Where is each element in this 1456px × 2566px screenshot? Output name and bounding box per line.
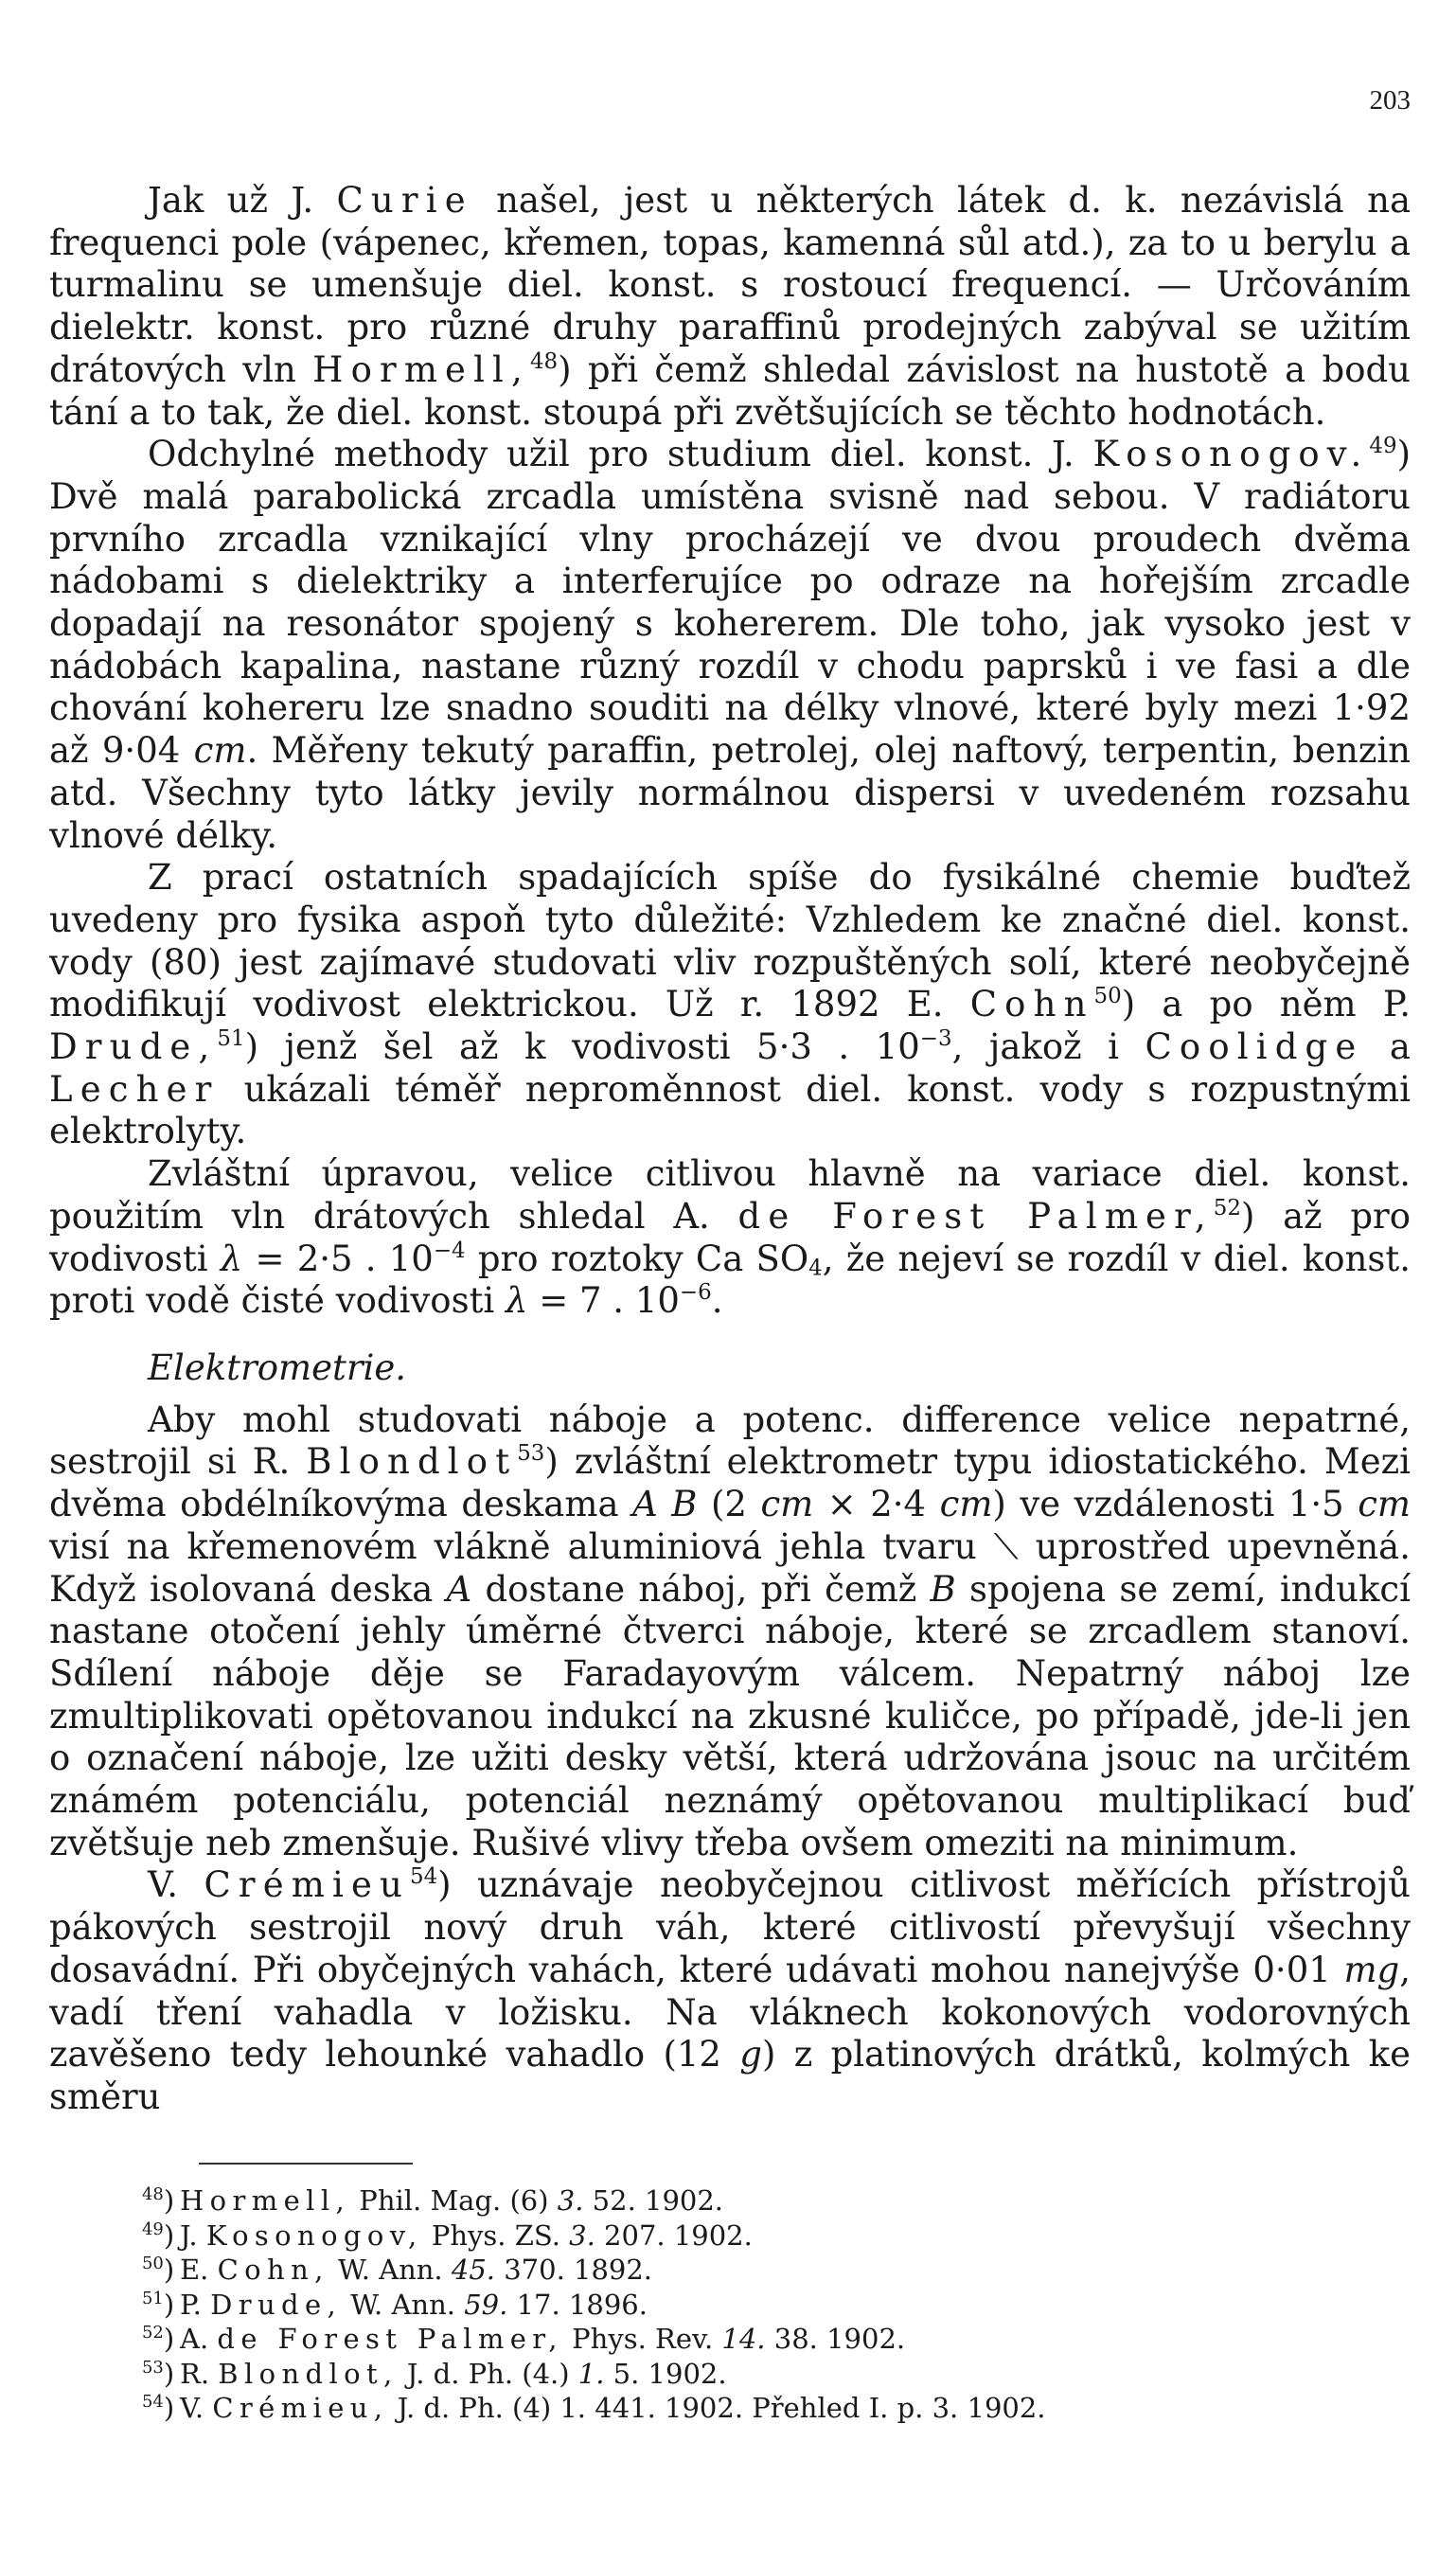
footnote-pre: A. bbox=[180, 2323, 218, 2355]
footnote-pre: J. bbox=[180, 2219, 206, 2252]
text-segment: Blondlot bbox=[306, 1441, 518, 1483]
text-segment: 4 bbox=[808, 1256, 823, 1281]
text-segment: cm bbox=[760, 1484, 814, 1525]
page-number: 203 bbox=[1369, 85, 1411, 116]
footnote-author: Blondlot, bbox=[218, 2357, 399, 2390]
footnote-divider bbox=[199, 2163, 413, 2165]
footnote-journal: Phil. Mag. (6) bbox=[350, 2184, 558, 2217]
paragraph-p6 bbox=[49, 1864, 1411, 2118]
footnote-author: Cohn, bbox=[217, 2254, 329, 2286]
text-segment: = 7 . 10 bbox=[527, 1280, 680, 1322]
text-segment: 52 bbox=[1213, 1195, 1241, 1221]
text-segment: λ bbox=[220, 1238, 243, 1279]
text-segment: B bbox=[930, 1568, 956, 1610]
footnote-journal: J. d. Ph. (4.) bbox=[398, 2357, 578, 2390]
text-segment: mg bbox=[1343, 1949, 1400, 1990]
text-segment: Z prací ostatních spadajících spíše do fysikálné chemie buďtež uvedeny pro fysika aspoň tyto důležité: Vzhledem ke značné diel. konst. vody (80) jest zajímavé studovati vliv rozpuštěných solí, které neobyčejně modifikují vodivost elektrickou. Už r. 1892 E. bbox=[49, 857, 1411, 1025]
footnote-number: $^{53}$) bbox=[142, 2357, 175, 2390]
text-segment: 49 bbox=[1369, 434, 1397, 458]
footnote-pre: P. bbox=[180, 2288, 211, 2321]
paragraph-group-1 bbox=[49, 180, 1411, 1323]
footnote-number: $^{54}$) bbox=[142, 2391, 175, 2424]
footnote-pre: E. bbox=[180, 2254, 218, 2286]
footnote-number: $^{51}$) bbox=[142, 2288, 175, 2321]
text-segment: Lecher bbox=[49, 1068, 220, 1110]
text-segment: Aby mohl studovati náboje a potenc. difference velice nepatrné, sestrojil si R. bbox=[49, 1399, 1411, 1483]
text-segment: Crémieu bbox=[204, 1864, 410, 1906]
text-segment: Odchylné methody užil pro studium diel. konst. J. bbox=[148, 434, 1093, 475]
text-segment: λ bbox=[506, 1280, 528, 1322]
footnote-48 bbox=[142, 2183, 1401, 2219]
footnote-53 bbox=[142, 2357, 1401, 2392]
footnote-author: Hormell, bbox=[180, 2184, 351, 2217]
text-segment: ) uznávaje neobyčejnou citlivost měřících přístrojů pákových sestrojil nový druh váh, které citlivostí převyšují všechny dosavádní. Při obyčejných vahách, které udávati mohou nanejvýše 0·01 bbox=[49, 1864, 1411, 1990]
text-segment: 54 bbox=[409, 1864, 438, 1890]
footnote-number: $^{49}$) bbox=[142, 2219, 175, 2252]
text-segment: g bbox=[739, 2034, 762, 2076]
text-segment: . Měřeny tekutý paraffin, petrolej, olej naftový, terpentin, benzin atd. Všechny tyto látky jevily normálnou dispersi v uvedeném rozsahu vlnové délky. bbox=[49, 730, 1411, 856]
text-segment: Kosonogov. bbox=[1092, 434, 1370, 475]
text-segment: ukázali téměř neproměnnost diel. konst. vody s rozpustnými elektrolyty. bbox=[49, 1068, 1411, 1152]
text-segment: ) při čemž shledal závislost na hustotě a bodu tání a to tak, že diel. konst. stoupá při zvětšujících se těchto hodnotách. bbox=[49, 348, 1411, 433]
text-segment: spojena se zemí, indukcí nastane otočení jehly úměrné čtverci náboje, které se zrcadlem stanoví. Sdílení náboje děje se Faradayovým válcem. Nepatrný náboj lze zmultiplikovati opětovanou indukcí na zkusné kuličce, po případě, jde-li jen o označení náboje, lze užiti desky větší, která udržována jsouc na určitém známém potenciálu, potenciál neznámý opětovanou multiplikací buď zvětšuje neb zmenšuje. Rušivé vlivy třeba ovšem omeziti na minimum. bbox=[49, 1568, 1411, 1863]
text-segment: Jak už J. bbox=[148, 180, 337, 221]
footnote-author: Kosonogov, bbox=[205, 2219, 423, 2252]
footnote-vol: 1. bbox=[577, 2357, 605, 2390]
footnote-rest: 52. 1902. bbox=[583, 2184, 724, 2217]
text-segment: ) zvláštní elektrometr typu idiostatického. Mezi dvěma obdélníkovýma deskama bbox=[49, 1441, 1411, 1525]
text-segment: dostane náboj, při čemž bbox=[471, 1568, 931, 1610]
footnote-rest: 370. 1892. bbox=[495, 2254, 653, 2286]
body-text bbox=[49, 180, 1411, 2119]
footnote-number: $^{50}$) bbox=[142, 2253, 175, 2286]
text-segment: −3 bbox=[919, 1025, 952, 1051]
footnote-50 bbox=[142, 2253, 1401, 2288]
text-segment: ) až pro vodivosti bbox=[49, 1195, 1411, 1279]
text-segment: Coolidge bbox=[1145, 1026, 1364, 1068]
footnote-52 bbox=[142, 2322, 1401, 2357]
footnote-vol: 3. bbox=[569, 2219, 595, 2252]
footnote-49 bbox=[142, 2219, 1401, 2254]
paragraph-p3 bbox=[49, 857, 1411, 1153]
text-segment: cm bbox=[939, 1484, 993, 1525]
footnote-pre: R. bbox=[180, 2357, 219, 2390]
text-segment: . bbox=[711, 1280, 723, 1322]
footnote-vol: 59. bbox=[464, 2288, 508, 2321]
footnote-51 bbox=[142, 2288, 1401, 2323]
text-segment: našel, jest u některých látek d. k. nezávislá na frequenci pole (vápenec, křemen, topas, kamenná sůl atd.), za to u berylu a turmalinu se umenšuje diel. konst. s rostoucí frequencí. — Určováním dielektr. konst. pro různé druhy paraffinů prodejných zabýval se užitím drátových vln bbox=[49, 180, 1412, 390]
footnote-author: de Forest Palmer, bbox=[217, 2323, 563, 2355]
footnote-journal: J. d. Ph. (4) 1. 441. 1902. Přehled I. p. 3. 1902. bbox=[388, 2392, 1046, 2424]
text-segment: 48 bbox=[529, 348, 559, 374]
text-segment: cm bbox=[1358, 1484, 1411, 1525]
section-heading: Elektrometrie. bbox=[148, 1346, 407, 1388]
footnote-rest: 5. 1902. bbox=[604, 2357, 727, 2390]
paragraph-p1 bbox=[49, 180, 1411, 434]
footnote-rest: 38. 1902. bbox=[765, 2323, 906, 2355]
paragraph-p2 bbox=[49, 434, 1411, 857]
text-segment: (2 bbox=[697, 1484, 761, 1525]
footnote-number: $^{48}$) bbox=[142, 2183, 175, 2217]
text-segment: ) ve vzdálenosti 1·5 bbox=[992, 1484, 1358, 1525]
footnote-vol: 14. bbox=[721, 2323, 766, 2355]
footnotes bbox=[142, 2183, 1401, 2426]
text-segment: ) z platinových drátků, kolmých ke směru bbox=[49, 2034, 1411, 2117]
text-segment: visí na křemenovém vlákně aluminiová jehla tvaru ⟍ uprostřed upevněná. Když isolovaná deska bbox=[49, 1525, 1411, 1610]
text-segment: −6 bbox=[679, 1280, 712, 1306]
paragraph-group-2 bbox=[49, 1399, 1411, 2119]
footnote-vol: 3. bbox=[557, 2184, 584, 2217]
footnote-journal: W. Ann. bbox=[328, 2254, 452, 2286]
text-segment: × 2·4 bbox=[813, 1484, 940, 1525]
footnote-pre: V. bbox=[180, 2392, 213, 2424]
text-segment: pro roztoky Ca SO bbox=[465, 1238, 809, 1279]
text-segment: Zvláštní úpravou, velice citlivou hlavně na variace diel. konst. použitím vln drátových shledal A. bbox=[49, 1153, 1411, 1237]
footnote-journal: Phys. Rev. bbox=[562, 2323, 722, 2355]
paragraph-p5 bbox=[49, 1399, 1411, 1865]
text-segment: A B bbox=[632, 1484, 698, 1525]
text-segment: V. bbox=[148, 1864, 204, 1906]
footnote-54 bbox=[142, 2391, 1401, 2426]
paragraph-p4 bbox=[49, 1153, 1411, 1323]
text-segment: cm bbox=[193, 730, 247, 772]
text-segment: , že nejeví se rozdíl v diel. konst. proti vodě čisté vodivosti bbox=[49, 1238, 1412, 1322]
footnote-number: $^{52}$) bbox=[142, 2322, 175, 2355]
footnote-author: Crémieu, bbox=[212, 2392, 389, 2424]
text-segment: a bbox=[1363, 1026, 1411, 1068]
text-segment: ) a po něm P. bbox=[1121, 984, 1411, 1025]
text-segment: ) Dvě malá parabolická zrcadla umístěna svisně nad sebou. V radiátoru prvního zrcadla vznikající vlny procházejí ve dvou proudech dvěma nádobami s dielektriky a interferujíce po odraze na hořejším zrcadle dopadají na resonátor spojený s kohererem. Dle toho, jak vysoko jest v nádobách kapalina, nastane různý rozdíl v chodu paprsků i ve fasi a dle chování kohereru lze snadno souditi na délky vlnové, které byly mezi 1·92 až 9·04 bbox=[49, 434, 1411, 772]
text-segment: 51 bbox=[217, 1025, 245, 1051]
footnote-journal: Phys. ZS. bbox=[422, 2219, 570, 2252]
text-segment: , jakož i bbox=[951, 1026, 1145, 1068]
footnote-rest: 17. 1896. bbox=[507, 2288, 648, 2321]
text-segment: ) jenž šel až k vodivosti 5·3 . 10 bbox=[244, 1026, 920, 1068]
footnote-author: Drude, bbox=[210, 2288, 343, 2321]
text-segment: , vadí tření vahadla v ložisku. Na vláknech kokonových vodorovných zavěšeno tedy lehounké vahadlo (12 bbox=[49, 1949, 1411, 2076]
text-segment: = 2·5 . 10 bbox=[242, 1238, 434, 1279]
footnote-journal: W. Ann. bbox=[342, 2288, 465, 2321]
text-segment: 53 bbox=[517, 1441, 545, 1467]
text-segment: Curie bbox=[336, 180, 473, 221]
text-segment: Hormell, bbox=[312, 348, 530, 390]
text-segment: −4 bbox=[433, 1238, 466, 1263]
text-segment: 50 bbox=[1093, 984, 1122, 1009]
text-segment: Cohn bbox=[969, 984, 1094, 1025]
footnote-vol: 45. bbox=[451, 2254, 495, 2286]
text-segment: Drude, bbox=[49, 1026, 218, 1068]
text-segment: de Forest Palmer, bbox=[737, 1195, 1214, 1237]
text-segment: A bbox=[446, 1568, 472, 1610]
footnote-rest: 207. 1902. bbox=[595, 2219, 753, 2252]
